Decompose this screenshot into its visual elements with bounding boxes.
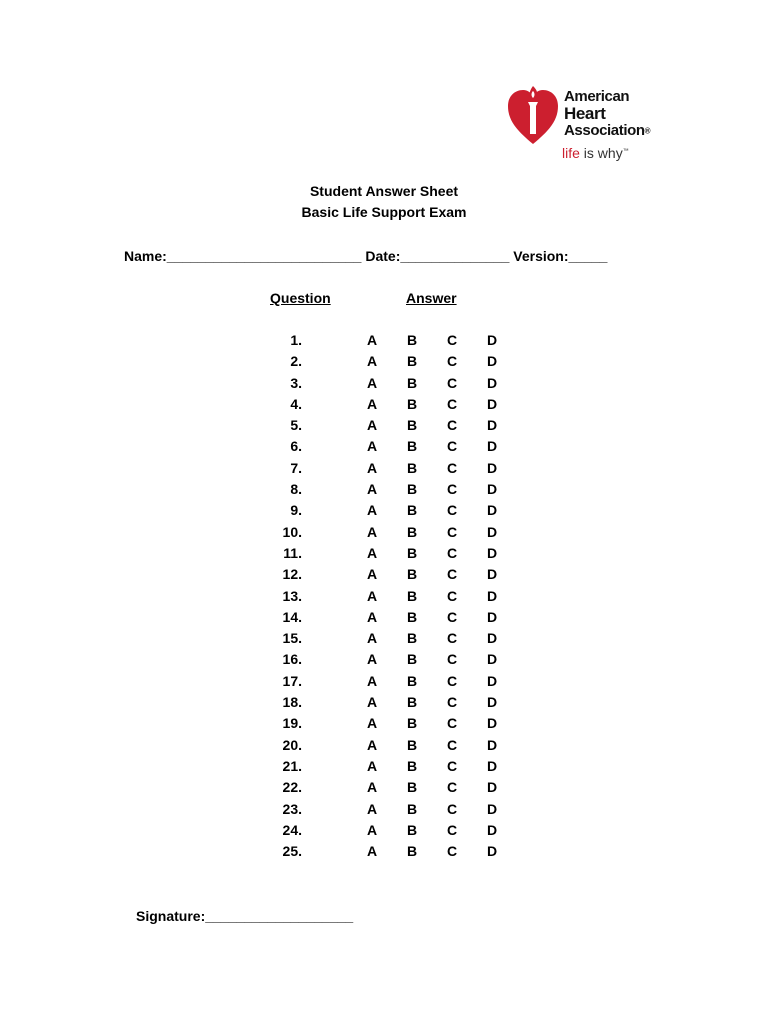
answer-option-d[interactable]: D (487, 523, 498, 540)
tagline-life: life (562, 145, 580, 161)
answer-option-d[interactable]: D (487, 630, 498, 647)
signature-line (136, 908, 353, 924)
answer-option-b[interactable]: B (407, 417, 418, 434)
question-number: 11. (283, 544, 302, 561)
answer-option-c[interactable]: C (447, 332, 458, 348)
answer-option-c[interactable]: C (447, 566, 458, 583)
answer-option-c[interactable]: C (447, 672, 458, 689)
question-row (0, 588, 768, 609)
logo-line-association (564, 122, 650, 140)
answer-option-d[interactable]: D (487, 800, 498, 817)
answer-option-c[interactable]: C (447, 630, 458, 647)
question-row (0, 332, 768, 353)
info-line (124, 248, 607, 264)
answer-option-a[interactable]: A (367, 800, 378, 817)
answer-option-b[interactable]: B (407, 459, 418, 476)
aha-logo (500, 78, 680, 170)
answer-option-a[interactable]: A (367, 481, 378, 498)
answer-option-c[interactable]: C (447, 395, 458, 412)
date-label: Date: (361, 248, 401, 264)
answer-option-d[interactable]: D (487, 353, 498, 370)
answer-option-a[interactable]: A (367, 459, 378, 476)
question-number: 18. (282, 694, 302, 711)
answer-option-a[interactable]: A (367, 353, 378, 370)
name-label: Name: (124, 248, 167, 264)
question-column-header: Question (270, 290, 331, 306)
answer-option-b[interactable]: B (407, 566, 418, 583)
answer-option-b[interactable]: B (407, 608, 418, 625)
answer-option-d[interactable]: D (487, 544, 498, 561)
answer-option-c[interactable]: C (447, 800, 458, 817)
answer-option-a[interactable]: A (367, 544, 378, 561)
answer-option-b[interactable]: B (407, 395, 418, 412)
question-row (0, 801, 768, 822)
question-row (0, 673, 768, 694)
question-number: 6. (290, 438, 302, 455)
signature-label: Signature: (136, 908, 206, 924)
answer-option-b[interactable]: B (407, 672, 418, 689)
version-label: Version: (509, 248, 569, 264)
question-number: 1. (290, 332, 302, 348)
question-number: 2. (290, 353, 302, 370)
answer-option-b[interactable]: B (407, 779, 418, 796)
answer-option-a[interactable]: A (367, 587, 378, 604)
answer-option-a[interactable]: A (367, 438, 378, 455)
answer-option-d[interactable]: D (487, 736, 498, 753)
answer-rows (0, 332, 768, 864)
question-row (0, 481, 768, 502)
answer-option-d[interactable]: D (487, 779, 498, 796)
answer-option-c[interactable]: C (447, 608, 458, 625)
question-number: 15. (282, 630, 302, 647)
answer-option-c[interactable]: C (447, 353, 458, 370)
name-field[interactable]: _________________________ (166, 248, 362, 264)
question-row (0, 843, 768, 864)
signature-field[interactable]: ___________________ (205, 908, 354, 924)
question-number: 3. (290, 374, 302, 391)
answer-option-b[interactable]: B (407, 587, 418, 604)
answer-option-b[interactable]: B (407, 694, 418, 711)
question-row (0, 460, 768, 481)
question-number: 4. (290, 395, 302, 412)
answer-option-c[interactable]: C (447, 417, 458, 434)
question-row (0, 502, 768, 523)
question-row (0, 737, 768, 758)
date-field[interactable]: ______________ (400, 248, 510, 264)
answer-option-d[interactable]: D (487, 608, 498, 625)
answer-option-a[interactable]: A (367, 715, 378, 732)
answer-option-c[interactable]: C (447, 843, 458, 860)
question-row (0, 396, 768, 417)
answer-option-b[interactable]: B (407, 630, 418, 647)
question-row (0, 779, 768, 800)
question-number: 17. (282, 672, 302, 689)
question-row (0, 375, 768, 396)
answer-option-b[interactable]: B (407, 736, 418, 753)
question-number: 16. (282, 651, 302, 668)
answer-option-b[interactable]: B (407, 821, 418, 838)
answer-option-a[interactable]: A (367, 395, 378, 412)
question-number: 25. (282, 843, 302, 860)
answer-option-d[interactable]: D (487, 694, 498, 711)
question-number: 8. (290, 481, 302, 498)
question-row (0, 353, 768, 374)
answer-option-a[interactable]: A (367, 566, 378, 583)
answer-option-c[interactable]: C (447, 821, 458, 838)
answer-option-a[interactable]: A (367, 630, 378, 647)
answer-option-c[interactable]: C (447, 502, 458, 519)
question-number: 20. (282, 736, 302, 753)
question-row (0, 438, 768, 459)
question-row (0, 609, 768, 630)
answer-option-d[interactable]: D (487, 715, 498, 732)
answer-option-b[interactable]: B (407, 502, 418, 519)
answer-option-a[interactable]: A (367, 523, 378, 540)
tagline-rest: is why (579, 145, 623, 161)
logo-line-heart: Heart (564, 104, 606, 123)
answer-option-a[interactable]: A (367, 374, 378, 391)
answer-option-b[interactable]: B (407, 481, 418, 498)
answer-option-c[interactable]: C (447, 374, 458, 391)
question-number: 22. (282, 779, 302, 796)
answer-option-d[interactable]: D (487, 566, 498, 583)
question-number: 14. (282, 608, 302, 625)
answer-option-d[interactable]: D (487, 481, 498, 498)
question-number: 19. (282, 715, 302, 732)
question-row (0, 524, 768, 545)
answer-option-b[interactable]: B (407, 800, 418, 817)
answer-option-d[interactable]: D (487, 843, 498, 860)
answer-option-d[interactable]: D (487, 374, 498, 391)
answer-option-d[interactable]: D (487, 651, 498, 668)
answer-option-d[interactable]: D (487, 459, 498, 476)
answer-option-b[interactable]: B (407, 651, 418, 668)
answer-option-d[interactable]: D (487, 417, 498, 434)
answer-option-c[interactable]: C (447, 523, 458, 540)
answer-option-c[interactable]: C (447, 481, 458, 498)
question-row (0, 694, 768, 715)
answer-option-a[interactable]: A (367, 757, 378, 774)
logo-association-text: Association (564, 122, 645, 139)
page-subtitle: Basic Life Support Exam (301, 204, 467, 220)
question-number: 5. (290, 417, 302, 434)
answer-option-b[interactable]: B (407, 353, 418, 370)
answer-option-c[interactable]: C (447, 587, 458, 604)
answer-option-c[interactable]: C (447, 544, 458, 561)
version-field[interactable]: _____ (568, 248, 608, 264)
answer-option-a[interactable]: A (367, 672, 378, 689)
answer-option-d[interactable]: D (487, 672, 498, 689)
answer-option-b[interactable]: B (407, 715, 418, 732)
answer-option-a[interactable]: A (367, 821, 378, 838)
answer-option-d[interactable]: D (487, 587, 498, 604)
trademark-mark: ™ (622, 148, 629, 155)
answer-option-a[interactable]: A (367, 332, 378, 348)
answer-option-d[interactable]: D (487, 821, 498, 838)
answer-option-a[interactable]: A (367, 651, 378, 668)
question-row (0, 417, 768, 438)
logo-line-american: American (564, 88, 630, 105)
answer-option-a[interactable]: A (367, 694, 378, 711)
answer-option-c[interactable]: C (447, 694, 458, 711)
answer-option-d[interactable]: D (487, 332, 498, 348)
answer-option-c[interactable]: C (447, 736, 458, 753)
answer-option-d[interactable]: D (487, 502, 498, 519)
answer-option-a[interactable]: A (367, 843, 378, 860)
answer-option-c[interactable]: C (447, 651, 458, 668)
answer-option-a[interactable]: A (367, 779, 378, 796)
question-row (0, 822, 768, 843)
answer-option-a[interactable]: A (367, 736, 378, 753)
answer-option-c[interactable]: C (447, 779, 458, 796)
question-row (0, 651, 768, 672)
question-number: 21. (282, 757, 302, 774)
question-row (0, 566, 768, 587)
question-number: 9. (290, 502, 302, 519)
question-number: 23. (282, 800, 302, 817)
answer-option-d[interactable]: D (487, 757, 498, 774)
question-number: 12. (282, 566, 302, 583)
answer-option-a[interactable]: A (367, 502, 378, 519)
question-row (0, 758, 768, 779)
logo-tagline (562, 145, 629, 161)
answer-option-b[interactable]: B (407, 374, 418, 391)
answer-option-b[interactable]: B (407, 544, 418, 561)
answer-option-b[interactable]: B (407, 523, 418, 540)
answer-option-d[interactable]: D (487, 438, 498, 455)
answer-option-b[interactable]: B (407, 438, 418, 455)
answer-option-a[interactable]: A (367, 608, 378, 625)
answer-column-header: Answer (406, 290, 457, 306)
question-number: 24. (282, 821, 302, 838)
answer-option-c[interactable]: C (447, 438, 458, 455)
page-title: Student Answer Sheet (309, 183, 459, 199)
answer-option-b[interactable]: B (407, 757, 418, 774)
question-row (0, 630, 768, 651)
answer-option-c[interactable]: C (447, 757, 458, 774)
question-number: 10. (282, 523, 302, 540)
question-number: 13. (282, 587, 302, 604)
answer-option-c[interactable]: C (447, 459, 458, 476)
answer-option-b[interactable]: B (407, 332, 418, 348)
question-number: 7. (290, 459, 302, 476)
answer-option-a[interactable]: A (367, 417, 378, 434)
question-row (0, 545, 768, 566)
registered-mark: ® (644, 126, 651, 136)
answer-option-c[interactable]: C (447, 715, 458, 732)
answer-option-d[interactable]: D (487, 395, 498, 412)
question-row (0, 715, 768, 736)
heart-torch-icon (506, 82, 560, 146)
answer-option-b[interactable]: B (407, 843, 418, 860)
